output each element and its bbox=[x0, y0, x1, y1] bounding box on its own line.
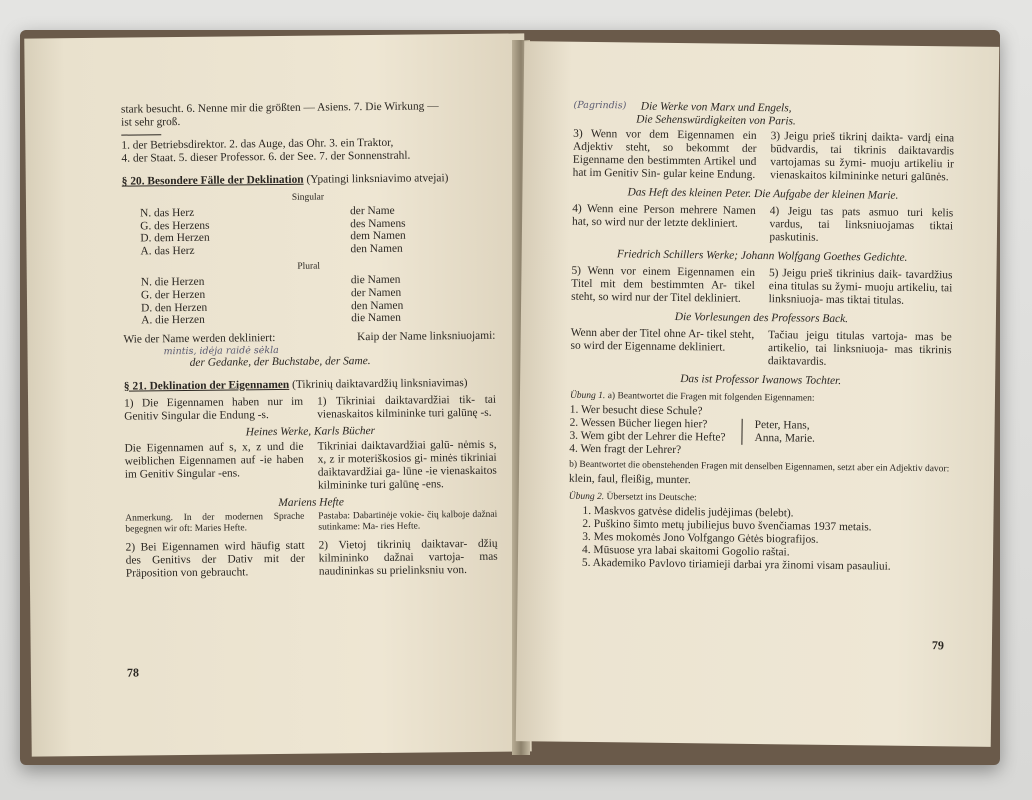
paragraph-lt: 4) Jeigu tas pats asmuo turi kelis vardus, tai linksniuojamas tiktai paskutinis. bbox=[769, 205, 954, 244]
paragraph-pair bbox=[570, 327, 951, 371]
adjective-list: klein, faul, fleißig, munter. bbox=[568, 472, 691, 487]
top-examples bbox=[573, 100, 954, 131]
declension-name: den Namen bbox=[350, 242, 403, 256]
translation-item: 5. Akademiko Pavlovo tiriamieji darbai yra žinomi visam pasauliui. bbox=[581, 556, 891, 573]
handwritten-note: mintis, idėja raidė sėkla bbox=[163, 344, 279, 357]
declension-herz: D. den Herzen bbox=[141, 301, 208, 314]
wie-de: Wie der Name werden dekliniert: bbox=[123, 331, 276, 346]
text-line: 4. der Staat. 5. dieser Professor. 6. der See. 7. der Sonnenstrahl. bbox=[121, 149, 411, 165]
declension-herz: A. das Herz bbox=[140, 244, 195, 258]
example-line: der Gedanke, der Buchstabe, der Same. bbox=[189, 354, 371, 369]
declension-herz: D. dem Herzen bbox=[140, 231, 210, 245]
paragraph-pair bbox=[124, 438, 497, 494]
declension-herz: N. das Herz bbox=[140, 206, 195, 220]
right-page bbox=[516, 41, 1000, 747]
declension-name: dem Namen bbox=[350, 229, 406, 243]
text-line: ist sehr groß. bbox=[121, 116, 181, 129]
exercise1-body bbox=[569, 404, 951, 461]
example-line: Das Heft des kleinen Peter. Die Aufgabe der kleinen Marie. bbox=[627, 186, 899, 202]
wie-lt: Kaip der Name linksniuojami: bbox=[357, 329, 496, 343]
text-line: stark besucht. 6. Nenne mir die größten — Asiens. 7. Die Wirkung — bbox=[120, 100, 439, 116]
paragraph-lt: 5) Jeigu prieš tikrinius daik- tavardžius eina titulas su žymi- muoju artikeliu, tai linksniuoja- mas tiktai titulas. bbox=[768, 267, 953, 307]
divider bbox=[121, 134, 161, 135]
translation-item: 1. Maskvos gatvėse didelis judėjimas (belebt). bbox=[582, 504, 794, 520]
paragraph-pair bbox=[572, 203, 953, 247]
paragraph-pair bbox=[571, 265, 952, 309]
section-heading: § 21. Deklination der Eigennamen (Tikrinių daiktavardžių linksniavimas) bbox=[123, 376, 468, 393]
example-line: Friedrich Schillers Werke; Johann Wolfgang Goethes Gedichte. bbox=[616, 248, 908, 264]
declension-herz: G. des Herzens bbox=[140, 219, 210, 233]
paragraph-de: 5) Wenn vor einem Eigennamen ein Titel mit dem bestimmten Ar- tikel steht, so wird nur der Titel dekliniert. bbox=[571, 264, 756, 305]
translation-item: 4. Mūsuose yra labai skaitomi Gogolio raštai. bbox=[582, 543, 790, 559]
paragraph-lt: 3) Jeigu prieš tikrinį daikta- vardį eina būdvardis, tai tikrinis daiktavardis vartojamas su žymi- muoju artikeliu ir vienaskaitos kilmininke neturi galūnės. bbox=[770, 130, 955, 184]
paragraph-de: 4) Wenn eine Person mehrere Namen hat, so wird nur der letzte dekliniert. bbox=[572, 202, 756, 230]
declension-name: die Namen bbox=[351, 311, 401, 325]
example-line: Heines Werke, Karls Bücher bbox=[245, 424, 376, 439]
example-line: Die Sehenswürdigkeiten von Paris. bbox=[636, 113, 796, 128]
paragraph-de: Die Eigennamen auf s, x, z und die weiblichen Eigennamen auf -ie haben im Genitiv Singular -ens. bbox=[124, 440, 304, 481]
page-number: 78 bbox=[126, 665, 139, 680]
question-item: 2. Wessen Bücher liegen hier? bbox=[569, 416, 708, 431]
paragraph-de: 3) Wenn vor dem Eigennamen ein Adjektiv steht, so bekommt der Eigenname den bestimmten Artikel und hat im Genitiv Sin- gular keine Endung. bbox=[572, 127, 757, 181]
example-line: Das ist Professor Iwanows Tochter. bbox=[680, 373, 842, 388]
declension-name: die Namen bbox=[350, 274, 401, 287]
note-lt: Pastaba: Dabartinėje vokie- čių kalboje dažnai sutinkame: Ma- ries Hefte. bbox=[318, 509, 498, 533]
paragraph-de: 1) Die Eigennamen haben nur im Genitiv Singular die Endung -s. bbox=[124, 395, 304, 423]
translation-item: 2. Puškino šimto metų jubiliejus buvo švenčiamas 1937 metais. bbox=[582, 517, 872, 534]
paragraph-lt: Tikriniai daiktavardžiai galū- nėmis s, x, z ir moteriškosios gi- minės tikriniai daiktavardžiai ga- lūne -ie vienaskaitos kilmininke turi galūnę -ens. bbox=[317, 438, 497, 492]
paragraph-pair bbox=[124, 393, 496, 423]
question-item: 3. Wem gibt der Lehrer die Hefte? bbox=[569, 429, 726, 444]
names-line: Anna, Marie. bbox=[754, 431, 816, 445]
page-number: 79 bbox=[931, 638, 945, 653]
handwritten-note: (Pagrindis) bbox=[573, 99, 627, 112]
declension-name: des Namens bbox=[350, 217, 406, 230]
paragraph-pair bbox=[126, 537, 498, 580]
declension-name: der Namen bbox=[350, 286, 402, 300]
question-item: 1. Wer besucht diese Schule? bbox=[569, 403, 703, 418]
declension-herz: A. die Herzen bbox=[141, 313, 205, 327]
declension-name: der Name bbox=[350, 204, 395, 218]
paragraph-de: 2) Bei Eigennamen wird häufig statt des Genitivs der Dativ mit der Präposition von gebraucht. bbox=[125, 539, 305, 580]
paragraph-pair bbox=[573, 128, 955, 185]
declension-herz: N. die Herzen bbox=[140, 276, 205, 289]
plural-table bbox=[123, 273, 496, 327]
singular-label: Singular bbox=[291, 192, 325, 203]
plural-label: Plural bbox=[297, 261, 321, 273]
singular-table bbox=[122, 204, 495, 258]
translation-item: 3. Mes mokomės Jono Volfgango Gėtės biografijos. bbox=[582, 530, 819, 546]
text-line: 1. der Betriebsdirektor. 2. das Auge, das Ohr. 3. ein Traktor, bbox=[121, 136, 394, 152]
example-line: Mariens Hefte bbox=[278, 496, 344, 509]
names-list bbox=[741, 419, 815, 446]
question-item: 4. Wen fragt der Lehrer? bbox=[569, 442, 682, 457]
example-line: Die Vorlesungen des Professors Back. bbox=[674, 310, 849, 326]
section-heading: § 20. Besondere Fälle der Deklination (Ypatingi linksniavimo atvejai) bbox=[121, 172, 449, 188]
paragraph-lt: 2) Vietoj tikrinių daiktavar- džių kilmininko dažnai vartoja- mas naudininkas su prielinksniu von. bbox=[318, 537, 498, 578]
paragraph-lt: 1) Tikriniai daiktavardžiai tik- tai vienaskaitos kilmininke turi galūnę -s. bbox=[317, 393, 497, 421]
exercise-heading: Übung 2. Übersetzt ins Deutsche: bbox=[568, 491, 697, 504]
declension-name: den Namen bbox=[351, 299, 404, 312]
example-line: Die Werke von Marx und Engels, bbox=[640, 100, 792, 115]
translation-list bbox=[568, 505, 950, 575]
names-line: Peter, Hans, bbox=[754, 418, 810, 432]
paragraph-de: Wenn aber der Titel ohne Ar- tikel steht, so wird der Eigenname dekliniert. bbox=[570, 326, 755, 354]
declension-herz: G. der Herzen bbox=[140, 288, 206, 302]
question-list bbox=[569, 404, 726, 458]
exercise-instruction: b) Beantwortet die obenstehenden Fragen mit denselben Eigennamen, setzt aber ein Adjektiv davor: bbox=[569, 459, 950, 475]
paragraph-lt: Tačiau jeigu titulas vartoja- mas be artikelio, tai linksniuoja- mas tikrinis daiktavardis. bbox=[767, 329, 952, 368]
left-page bbox=[24, 33, 531, 756]
exercise-heading: Übung 1. a) Beantwortet die Fragen mit folgenden Eigennamen: bbox=[569, 390, 815, 404]
note-de: Anmerkung. In der modernen Sprache begegnen wir oft: Maries Hefte. bbox=[125, 511, 305, 535]
paragraph-pair bbox=[125, 509, 497, 535]
